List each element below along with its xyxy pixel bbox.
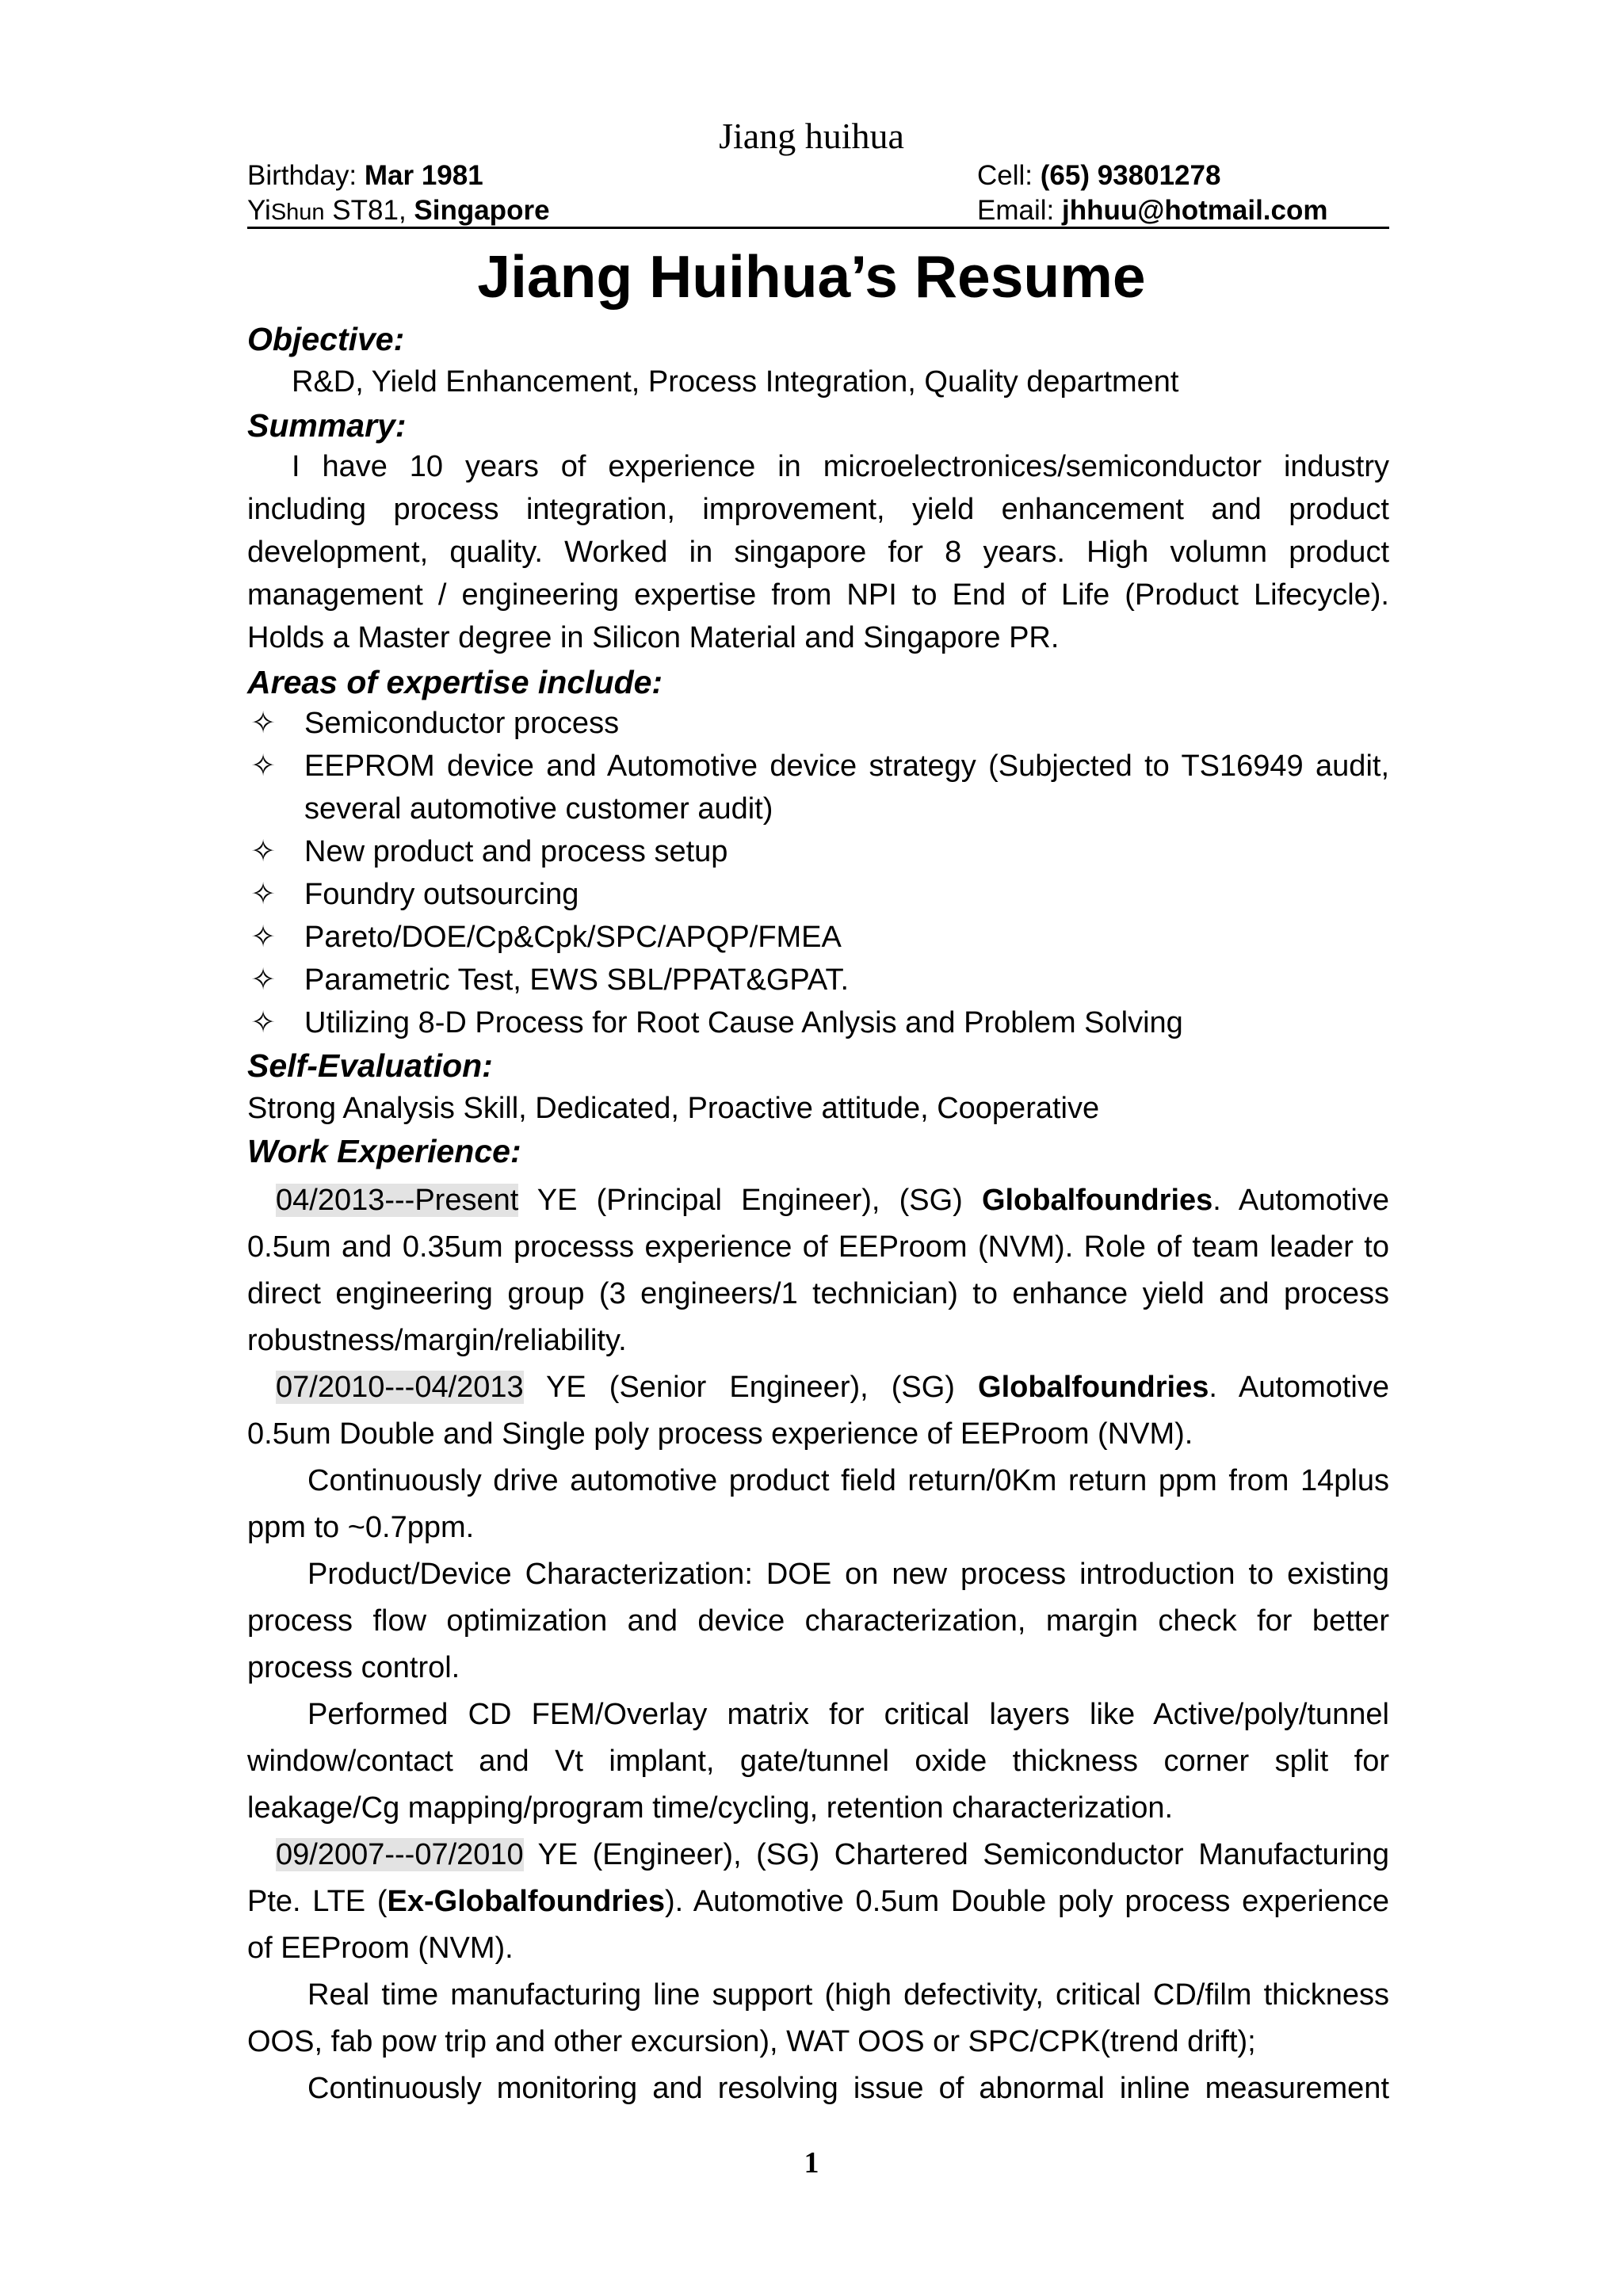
expertise-item-text: EEPROM device and Automotive device strategy (Subjected to TS16949 audit, — [304, 749, 1389, 783]
address-prefix: Yi — [247, 195, 271, 226]
job-line-after: ). Automotive 0.5um Double poly process experience — [664, 1885, 1389, 1918]
cell-value: (65) 93801278 — [1040, 160, 1221, 191]
job-company: Globalfoundries — [978, 1371, 1209, 1404]
star-bullet-icon: ✧ — [250, 835, 276, 868]
email-line — [977, 193, 1327, 228]
job-company: Globalfoundries — [981, 1184, 1213, 1217]
job-line: 0.5um Double and Single poly process experience of EEProom (NVM). — [247, 1417, 1193, 1451]
header-divider — [247, 227, 1389, 229]
job-line — [247, 1878, 1389, 1925]
job-paragraph-line: Continuously drive automotive product field return/0Km return ppm from 14plus — [307, 1464, 1389, 1497]
job-paragraph-line: Product/Device Characterization: DOE on new process introduction to existing — [307, 1558, 1389, 1591]
star-bullet-icon: ✧ — [250, 1006, 276, 1039]
job-role: YE (Senior Engineer), (SG) — [523, 1371, 979, 1404]
summary-line: development, quality. Worked in singapore for 8 years. High volumn product — [247, 536, 1389, 569]
cell-line — [977, 158, 1220, 193]
expertise-item-text: Foundry outsourcing — [304, 878, 579, 911]
job-line: of EEProom (NVM). — [247, 1932, 514, 1965]
objective-text: R&D, Yield Enhancement, Process Integration, Quality department — [292, 365, 1179, 399]
job-period: 07/2010---04/2013 — [276, 1371, 524, 1404]
page-number: 1 — [804, 2146, 819, 2180]
birthday-label: Birthday: — [247, 160, 365, 191]
expertise-item-text-continued: several automotive customer audit) — [304, 792, 773, 826]
summary-heading: Summary: — [247, 407, 407, 444]
job-paragraph-line: leakage/Cg mapping/program time/cycling, retention characterization. — [247, 1791, 1174, 1825]
address-small: Shun — [270, 200, 325, 225]
expertise-heading: Areas of expertise include: — [247, 664, 663, 700]
job-paragraph-line: Performed CD FEM/Overlay matrix for critical layers like Active/poly/tunnel — [307, 1698, 1389, 1731]
job-period: 09/2007---07/2010 — [276, 1838, 524, 1871]
expertise-item-text: Semiconductor process — [304, 707, 620, 740]
job-header-line — [276, 1832, 1389, 1878]
job-line-before: Pte. LTE ( — [247, 1885, 388, 1918]
star-bullet-icon: ✧ — [250, 707, 276, 740]
job-paragraph-line: ppm to ~0.7ppm. — [247, 1511, 475, 1544]
job-header-line — [276, 1177, 1389, 1224]
self-evaluation-text: Strong Analysis Skill, Dedicated, Proactive attitude, Cooperative — [247, 1092, 1100, 1125]
objective-heading: Objective: — [247, 321, 405, 357]
job-line: 0.5um and 0.35um processs experience of EEProom (NVM). Role of team leader to — [247, 1230, 1389, 1264]
birthday-line — [247, 158, 483, 193]
job-period: 04/2013---Present — [276, 1184, 519, 1217]
star-bullet-icon: ✧ — [250, 963, 276, 997]
expertise-item-text: Pareto/DOE/Cp&Cpk/SPC/APQP/FMEA — [304, 921, 842, 954]
job-after: . Automotive — [1212, 1184, 1389, 1217]
job-paragraph-line: process control. — [247, 1651, 460, 1684]
birthday-value: Mar 1981 — [364, 160, 483, 191]
work-heading: Work Experience: — [247, 1133, 521, 1169]
expertise-item-text: Parametric Test, EWS SBL/PPAT&GPAT. — [304, 963, 850, 997]
job-role: YE (Engineer), (SG) Chartered Semiconductor Manufacturing — [523, 1838, 1389, 1871]
job-paragraph-line: Continuously monitoring and resolving issue of abnormal inline measurement — [307, 2072, 1389, 2105]
email-value: jhhuu@hotmail.com — [1061, 195, 1328, 226]
expertise-item — [247, 745, 1389, 830]
job-role: YE (Principal Engineer), (SG) — [518, 1184, 982, 1217]
summary-line: management / engineering expertise from NPI to End of Life (Product Lifecycle). — [247, 578, 1389, 612]
header-name: Jiang huihua — [719, 116, 904, 156]
job-paragraph-line: window/contact and Vt implant, gate/tunnel oxide thickness corner split for — [247, 1745, 1389, 1778]
star-bullet-icon: ✧ — [250, 749, 276, 783]
cell-label: Cell: — [977, 160, 1041, 191]
address-city: Singapore — [414, 195, 550, 226]
summary-line: including process integration, improvement, yield enhancement and product — [247, 493, 1389, 526]
job-paragraph-line: OOS, fab pow trip and other excursion), WAT OOS or SPC/CPK(trend drift); — [247, 2025, 1256, 2058]
job-company: Ex-Globalfoundries — [387, 1885, 665, 1918]
job-header-line — [276, 1364, 1389, 1411]
summary-line: Holds a Master degree in Silicon Material and Singapore PR. — [247, 621, 1060, 654]
expertise-item-text: Utilizing 8-D Process for Root Cause Anlysis and Problem Solving — [304, 1006, 1183, 1039]
summary-line: I have 10 years of experience in microelectronices/semiconductor industry — [292, 450, 1389, 483]
address-line — [247, 193, 550, 230]
star-bullet-icon: ✧ — [250, 878, 276, 911]
resume-title: Jiang Huihua’s Resume — [477, 243, 1146, 310]
address-street: ST81, — [324, 195, 414, 226]
self-evaluation-heading: Self-Evaluation: — [247, 1047, 493, 1084]
job-line: direct engineering group (3 engineers/1 technician) to enhance yield and process — [247, 1277, 1389, 1310]
expertise-item-text: New product and process setup — [304, 835, 728, 868]
job-paragraph-line: Real time manufacturing line support (high defectivity, critical CD/film thickness — [307, 1978, 1389, 2012]
star-bullet-icon: ✧ — [250, 921, 276, 954]
email-label: Email: — [977, 195, 1062, 226]
job-line: robustness/margin/reliability. — [247, 1324, 627, 1357]
job-after: . Automotive — [1209, 1371, 1389, 1404]
job-paragraph-line: process flow optimization and device characterization, margin check for better — [247, 1604, 1389, 1638]
